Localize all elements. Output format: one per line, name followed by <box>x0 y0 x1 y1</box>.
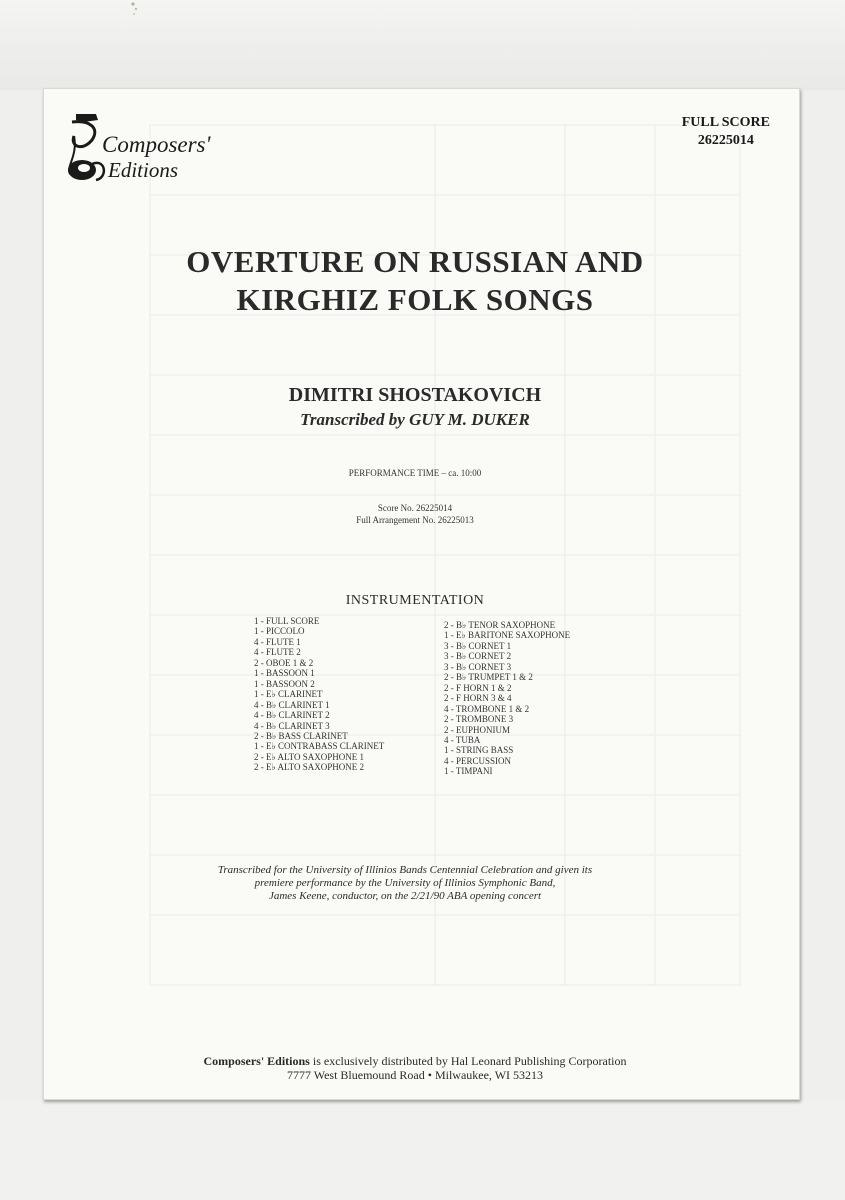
instrumentation-list-left <box>254 616 384 773</box>
title-line-1: OVERTURE ON RUSSIAN AND <box>186 244 644 279</box>
instrument-item: 1 - E♭ CLARINET <box>254 689 323 700</box>
instrument-item: 2 - F HORN 3 & 4 <box>444 693 512 704</box>
instrument-item: 1 - E♭ CONTRABASS CLARINET <box>254 741 385 752</box>
premiere-note-line-3: James Keene, conductor, on the 2/21/90 ABA opening concert <box>268 890 542 902</box>
scan-background-top <box>0 0 845 90</box>
score-number-line: Score No. 26225014 <box>377 503 453 513</box>
premiere-note-line-2: premiere performance by the University of Illinios Symphonic Band, <box>254 877 556 889</box>
instrument-item: 1 - BASSOON 1 <box>254 668 315 679</box>
instrument-item: 4 - TROMBONE 1 & 2 <box>444 703 530 714</box>
publisher-address: 7777 West Bluemound Road • Milwaukee, WI 53213 <box>286 1068 544 1082</box>
instrument-item: 4 - TUBA <box>444 734 481 745</box>
instrument-item: 4 - B♭ CLARINET 3 <box>254 720 330 731</box>
scan-background-bottom <box>0 1100 845 1200</box>
instrument-item: 3 - B♭ CORNET 3 <box>444 661 512 672</box>
instrument-item: 3 - B♭ CORNET 2 <box>444 651 512 662</box>
instrument-item: 1 - STRING BASS <box>444 745 514 756</box>
performance-time: PERFORMANCE TIME – ca. 10:00 <box>348 468 482 478</box>
dust-speck <box>128 0 142 18</box>
premiere-note <box>150 864 660 903</box>
instrument-item: 1 - PICCOLO <box>254 626 305 637</box>
instrument-item: 2 - B♭ TENOR SAXOPHONE <box>444 620 556 630</box>
instrument-item: 2 - E♭ ALTO SAXOPHONE 2 <box>254 762 365 773</box>
instrument-item: 2 - E♭ ALTO SAXOPHONE 1 <box>254 751 365 762</box>
instrument-item: 4 - PERCUSSION <box>444 755 512 766</box>
score-label <box>682 114 770 150</box>
publisher-name-bold: Composers' Editions <box>203 1054 310 1068</box>
instrument-item: 2 - EUPHONIUM <box>444 724 510 735</box>
instrument-item: 3 - B♭ CORNET 1 <box>444 640 512 651</box>
instrument-item: 1 - FULL SCORE <box>254 616 320 626</box>
instrument-item: 2 - OBOE 1 & 2 <box>254 657 314 668</box>
premiere-note-line-1: Transcribed for the University of Illinios Bands Centennial Celebration and given its <box>217 864 593 876</box>
distribution-text: is exclusively distributed by Hal Leonard Publishing Corporation <box>309 1054 627 1068</box>
score-number: 26225014 <box>697 133 754 148</box>
publisher-name-line1: Composers' <box>102 132 211 157</box>
transcriber-credit: Transcribed by GUY M. DUKER <box>300 410 530 429</box>
publisher-logo <box>62 106 222 186</box>
instrument-item: 1 - BASSOON 2 <box>254 678 315 689</box>
instrument-item: 2 - B♭ TRUMPET 1 & 2 <box>444 672 533 683</box>
instrumentation-heading: INSTRUMENTATION <box>345 593 485 608</box>
title-line-2: KIRGHIZ FOLK SONGS <box>236 282 594 317</box>
instrument-item: 1 - E♭ BARITONE SAXOPHONE <box>444 630 571 641</box>
instrument-item: 4 - B♭ CLARINET 2 <box>254 710 330 721</box>
instrument-item: 2 - F HORN 1 & 2 <box>444 682 512 693</box>
instrument-item: 2 - B♭ BASS CLARINET <box>254 730 348 741</box>
instrumentation-list-right <box>444 620 570 777</box>
full-arrangement-number: Full Arrangement No. 26225013 <box>356 515 474 525</box>
instrument-item: 4 - B♭ CLARINET 1 <box>254 699 330 710</box>
composer-name: DIMITRI SHOSTAKOVICH <box>288 384 542 406</box>
distribution-notice <box>100 1054 730 1069</box>
publisher-name-line2: Editions <box>108 158 179 182</box>
instrument-item: 2 - TROMBONE 3 <box>444 714 514 725</box>
instrument-item: 4 - FLUTE 1 <box>254 636 301 647</box>
instrument-item: 4 - FLUTE 2 <box>254 647 301 658</box>
instrument-item: 1 - TIMPANI <box>444 766 493 777</box>
score-type: FULL SCORE <box>681 115 770 130</box>
